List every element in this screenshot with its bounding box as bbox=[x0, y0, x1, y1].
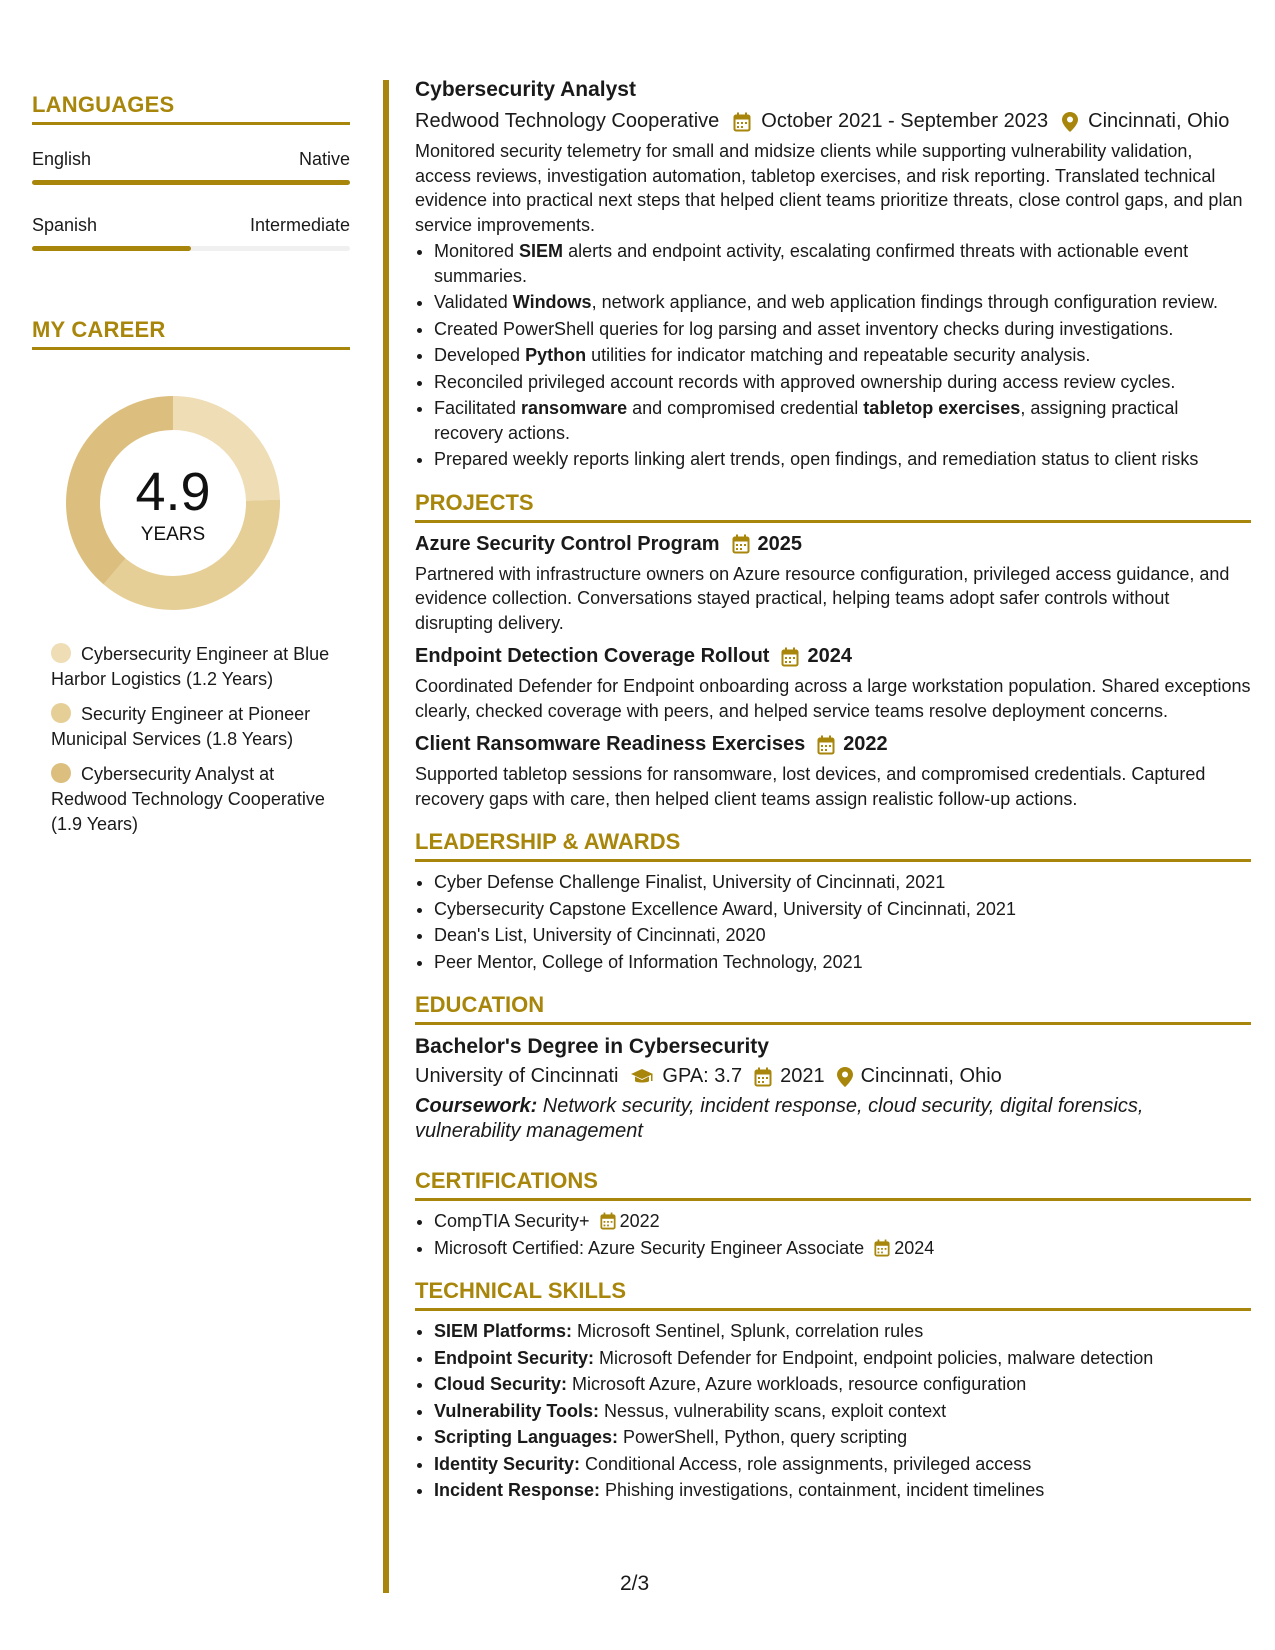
calendar-icon bbox=[733, 112, 751, 132]
job-company: Redwood Technology Cooperative bbox=[415, 110, 720, 132]
project-name: Client Ransomware Readiness Exercises bbox=[415, 733, 806, 755]
job-bullet: • Facilitated ransomware and compromised credential tabletop exercises, assigning practical recovery actions. bbox=[434, 396, 1251, 445]
awards-list bbox=[415, 870, 1251, 974]
job-bullet: • Reconciled privileged account records with approved ownership during access review cycles. bbox=[434, 370, 1251, 395]
gpa: GPA: 3.7 bbox=[662, 1065, 743, 1087]
calendar-icon bbox=[754, 1067, 772, 1087]
coursework-text: Network security, incident response, cloud security, digital forensics, vulnerability management bbox=[415, 1095, 1144, 1142]
school-name: University of Cincinnati bbox=[415, 1065, 619, 1087]
career-legend-text: Cybersecurity Engineer at Blue Harbor Logistics (1.2 Years) bbox=[51, 644, 330, 689]
calendar-icon bbox=[817, 735, 835, 755]
graduation-year: 2021 bbox=[780, 1065, 825, 1087]
project-name: Endpoint Detection Coverage Rollout bbox=[415, 645, 770, 667]
award-item: • Dean's List, University of Cincinnati, 2020 bbox=[434, 923, 1251, 948]
career-total: 4.9 bbox=[135, 462, 211, 522]
skill-item: • Cloud Security: Microsoft Azure, Azure workloads, resource configuration bbox=[434, 1372, 1251, 1397]
career-legend-text: Cybersecurity Analyst at Redwood Technology Cooperative (1.9 Years) bbox=[51, 764, 325, 834]
award-item: • Cyber Defense Challenge Finalist, University of Cincinnati, 2021 bbox=[434, 870, 1251, 895]
skill-item: • Incident Response: Phishing investigations, containment, incident timelines bbox=[434, 1478, 1251, 1503]
page-number: 2/3 bbox=[620, 1572, 650, 1595]
language-proficiency-fill bbox=[32, 246, 191, 251]
language-name: Spanish bbox=[32, 215, 98, 235]
certification-item: • CompTIA Security+ 2022 bbox=[434, 1209, 1251, 1234]
project-description: Coordinated Defender for Endpoint onboarding across a large workstation population. Shared exceptions clearly, checked coverage with peers, and helped service teams resolve deployment concerns. bbox=[415, 676, 1251, 721]
job-bullet: • Monitored SIEM alerts and endpoint activity, escalating confirmed threats with actionable event summaries. bbox=[434, 239, 1251, 288]
language-item bbox=[32, 149, 350, 185]
career-legend-item bbox=[51, 762, 350, 837]
career-legend-item bbox=[51, 702, 350, 752]
map-pin-icon bbox=[1062, 112, 1078, 132]
calendar-icon bbox=[874, 1239, 890, 1257]
education-meta bbox=[415, 1065, 1251, 1088]
project-year: 2024 bbox=[807, 645, 852, 667]
job-summary: Monitored security telemetry for small and midsize clients while supporting vulnerability validation, access reviews, investigation automation, tabletop exercises, and risk reporting. Translated technical evidence into practical next steps that helped client teams prioritize threats, close control gaps, and plan service improvements. bbox=[415, 141, 1243, 235]
project-description: Supported tabletop sessions for ransomware, lost devices, and compromised credentials. Captured recovery gaps with care, then helped client teams assign realistic follow-up actions. bbox=[415, 764, 1206, 809]
projects-heading: PROJECTS bbox=[415, 490, 1251, 523]
language-item bbox=[32, 215, 350, 251]
skills-list bbox=[415, 1319, 1251, 1503]
job-location: Cincinnati, Ohio bbox=[1088, 110, 1230, 132]
award-item: • Cybersecurity Capstone Excellence Award, University of Cincinnati, 2021 bbox=[434, 897, 1251, 922]
certification-item: • Microsoft Certified: Azure Security Engineer Associate 2024 bbox=[434, 1236, 1251, 1261]
job-meta bbox=[415, 110, 1251, 133]
project-year: 2022 bbox=[843, 733, 888, 755]
career-donut-chart bbox=[64, 394, 282, 612]
career-heading: MY CAREER bbox=[32, 317, 350, 350]
coursework bbox=[415, 1094, 1251, 1144]
map-pin-icon bbox=[837, 1067, 853, 1087]
language-level: Native bbox=[298, 149, 350, 169]
degree-title: Bachelor's Degree in Cybersecurity bbox=[415, 1035, 769, 1058]
project-item bbox=[415, 645, 1251, 723]
calendar-icon bbox=[732, 534, 750, 554]
graduation-cap-icon bbox=[630, 1068, 654, 1086]
job-bullet: • Created PowerShell queries for log parsing and asset inventory checks during investigations. bbox=[434, 317, 1251, 342]
language-proficiency-bar bbox=[32, 246, 350, 251]
project-item bbox=[415, 733, 1251, 811]
job-bullet: • Validated Windows, network appliance, and web application findings through configuration review. bbox=[434, 290, 1251, 315]
column-divider bbox=[383, 80, 389, 1593]
education-location: Cincinnati, Ohio bbox=[860, 1065, 1002, 1087]
project-item bbox=[415, 533, 1251, 636]
skill-item: • Vulnerability Tools: Nessus, vulnerability scans, exploit context bbox=[434, 1399, 1251, 1424]
legend-dot bbox=[51, 703, 71, 723]
language-level: Intermediate bbox=[249, 215, 350, 235]
career-unit: YEARS bbox=[140, 524, 206, 545]
project-name: Azure Security Control Program bbox=[415, 532, 720, 555]
coursework-label: Coursework: bbox=[415, 1095, 538, 1117]
skills-heading: TECHNICAL SKILLS bbox=[415, 1278, 1251, 1311]
award-item: • Peer Mentor, College of Information Technology, 2021 bbox=[434, 950, 1251, 975]
certifications-heading: CERTIFICATIONS bbox=[415, 1168, 1251, 1201]
career-legend bbox=[51, 642, 350, 837]
project-year: 2025 bbox=[757, 532, 803, 555]
language-name: English bbox=[32, 149, 92, 169]
job-dates: October 2021 - September 2023 bbox=[761, 110, 1049, 132]
skill-item: • Identity Security: Conditional Access, role assignments, privileged access bbox=[434, 1452, 1251, 1477]
calendar-icon bbox=[600, 1212, 616, 1230]
skill-item: • Endpoint Security: Microsoft Defender for Endpoint, endpoint policies, malware detection bbox=[434, 1346, 1251, 1371]
project-description: Partnered with infrastructure owners on Azure resource configuration, privileged access guidance, and evidence collection. Conversations stayed practical, helping teams adopt safer controls without disrupting delivery. bbox=[415, 563, 1230, 633]
languages-heading: LANGUAGES bbox=[32, 92, 350, 125]
job-title: Cybersecurity Analyst bbox=[415, 78, 636, 101]
awards-heading: LEADERSHIP & AWARDS bbox=[415, 829, 1251, 862]
legend-dot bbox=[51, 643, 71, 663]
career-legend-text: Security Engineer at Pioneer Municipal Services (1.8 Years) bbox=[51, 704, 311, 749]
language-proficiency-fill bbox=[32, 180, 350, 185]
job-bullet: • Prepared weekly reports linking alert trends, open findings, and remediation status to client risks bbox=[434, 447, 1251, 472]
calendar-icon bbox=[781, 647, 799, 667]
education-heading: EDUCATION bbox=[415, 992, 1251, 1025]
job-bullets bbox=[415, 239, 1251, 472]
skill-item: • SIEM Platforms: Microsoft Sentinel, Splunk, correlation rules bbox=[434, 1319, 1251, 1344]
skill-item: • Scripting Languages: PowerShell, Python, query scripting bbox=[434, 1425, 1251, 1450]
certifications-list bbox=[415, 1209, 1251, 1260]
career-legend-item bbox=[51, 642, 350, 692]
job-bullet: • Developed Python utilities for indicator matching and repeatable security analysis. bbox=[434, 343, 1251, 368]
main-content bbox=[415, 78, 1251, 1505]
legend-dot bbox=[51, 763, 71, 783]
language-proficiency-bar bbox=[32, 180, 350, 185]
left-sidebar bbox=[32, 92, 350, 847]
